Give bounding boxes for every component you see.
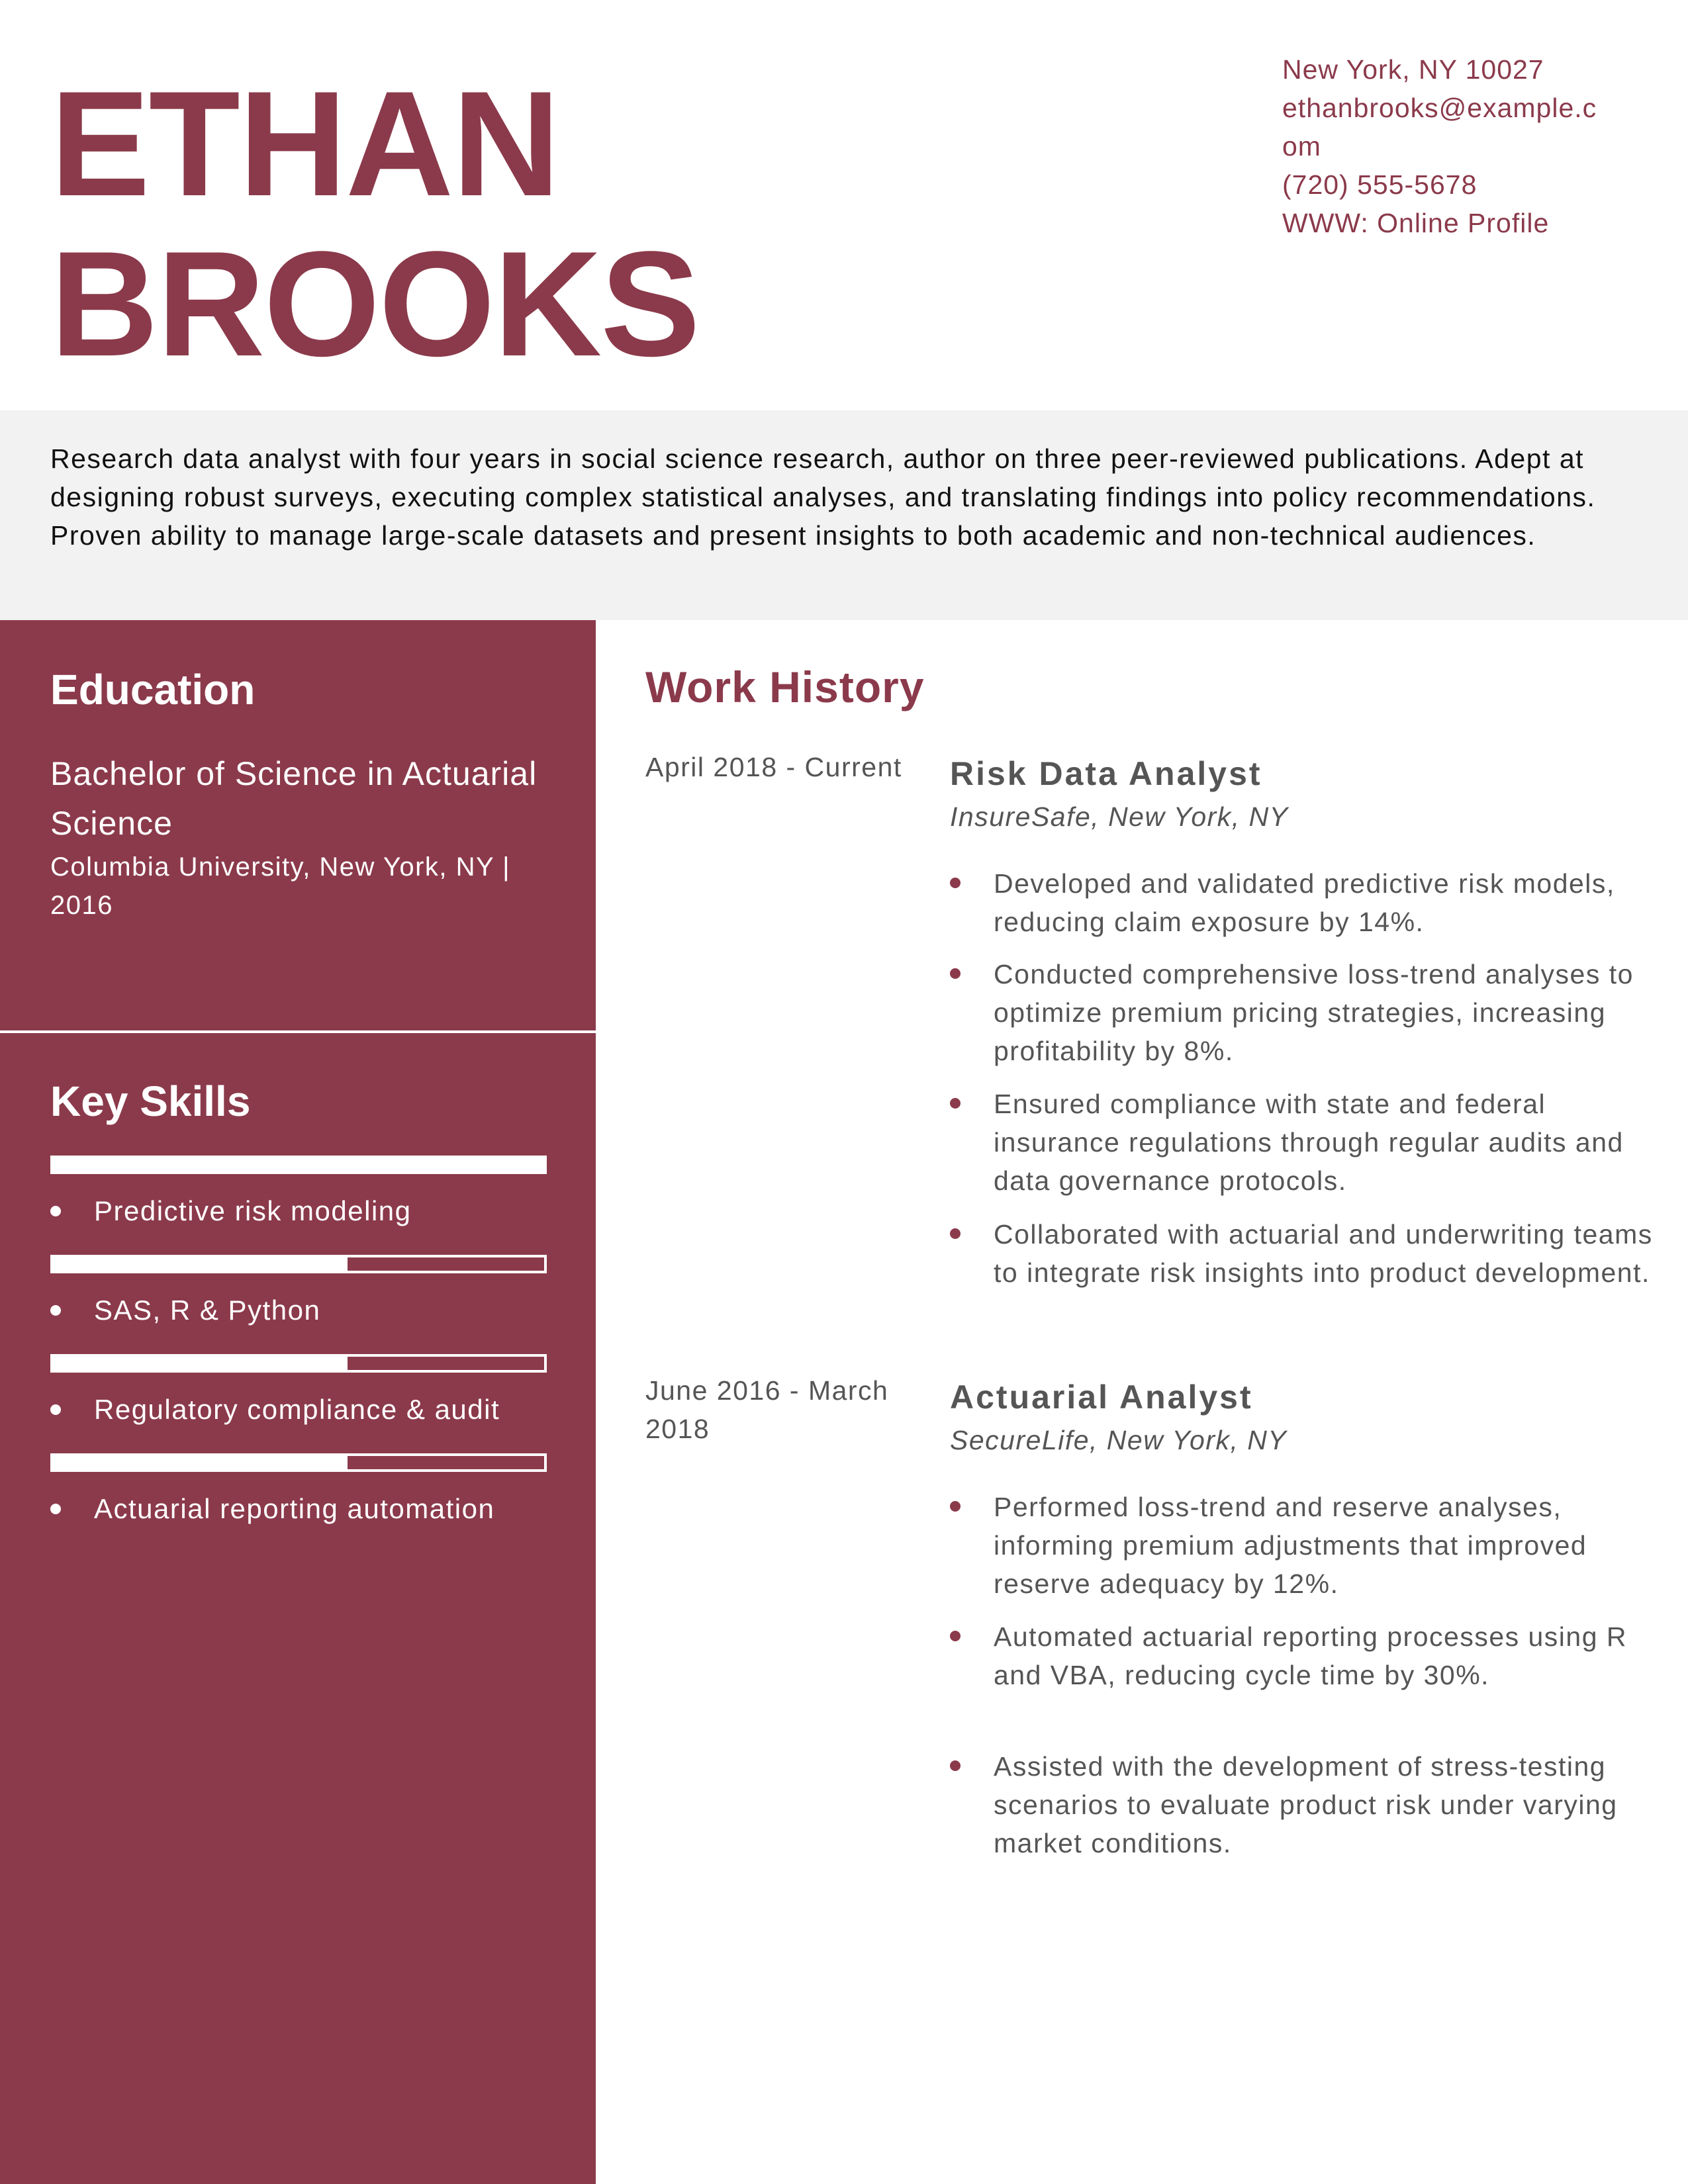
bullet-text: Performed loss-trend and reserve analyses, informing premium adjustments that improved reserve adequacy by 12%. (994, 1492, 1587, 1599)
bullet-dot-icon (950, 1501, 961, 1512)
skill-label: SAS, R & Python (94, 1295, 321, 1326)
skill-level-fill (53, 1456, 348, 1469)
job-date: April 2018 - Current (645, 752, 902, 782)
skill-level-fill (53, 1357, 348, 1370)
skill-level-bar (50, 1156, 547, 1174)
section-divider (0, 1030, 596, 1033)
job-title: Actuarial Analyst (950, 1379, 1253, 1416)
bullet-text: Automated actuarial reporting processes using R and VBA, reducing cycle time by 30%. (994, 1621, 1628, 1690)
job-date: June 2016 - March 2018 (645, 1375, 889, 1444)
first-name: ETHAN (50, 60, 559, 227)
summary-text: Research data analyst with four years in social science research, author on three peer-reviewed publications. Adept at designing robust surveys, executing complex statistical analyses, and translating findings into policy recommendations. Proven ability to manage large-scale datasets and present insights to both academic and non-technical audiences. (50, 443, 1596, 551)
education-degree: Bachelor of Science in Actuarial Science (50, 755, 538, 842)
skill-level-bar (50, 1453, 547, 1472)
skill-label: Regulatory compliance & audit (94, 1394, 500, 1425)
skill-level-bar (50, 1255, 547, 1273)
bullet-dot-icon (950, 1760, 961, 1771)
skill-label: Predictive risk modeling (94, 1195, 412, 1226)
contact-phone: (720) 555-5678 (1282, 169, 1477, 200)
skills-heading: Key Skills (50, 1077, 251, 1125)
bullet-text: Conducted comprehensive loss-trend analyses to optimize premium pricing strategies, increasing profitability by 8%. (994, 959, 1634, 1066)
bullet-dot-icon (950, 1631, 961, 1641)
last-name: BROOKS (50, 220, 699, 387)
work-history-heading: Work History (645, 662, 925, 711)
skill-level-fill (53, 1158, 544, 1171)
bullet-dot-icon (950, 1098, 961, 1109)
contact-email-line1[interactable]: ethanbrooks@example.c (1282, 93, 1597, 123)
bullet-dot-icon (50, 1305, 61, 1316)
bullet-dot-icon (50, 1404, 61, 1415)
skill-level-bar (50, 1354, 547, 1373)
bullet-dot-icon (950, 878, 961, 888)
bullet-dot-icon (950, 1228, 961, 1239)
contact-website-link[interactable]: WWW: Online Profile (1282, 208, 1550, 238)
contact-email-line2[interactable]: om (1282, 131, 1321, 161)
education-school: Columbia University, New York, NY | 2016 (50, 852, 510, 920)
bullet-text: Developed and validated predictive risk models, reducing claim exposure by 14%. (994, 868, 1615, 937)
bullet-text: Ensured compliance with state and federal insurance regulations through regular audits and data governance protocols. (994, 1089, 1624, 1196)
education-heading: Education (50, 666, 256, 713)
bullet-dot-icon (50, 1504, 61, 1514)
contact-location: New York, NY 10027 (1282, 54, 1544, 85)
contact-email[interactable] (1282, 89, 1640, 165)
skill-label: Actuarial reporting automation (94, 1493, 495, 1524)
bullet-text: Assisted with the development of stress-testing scenarios to evaluate product risk under varying market conditions. (994, 1751, 1618, 1858)
bullet-text: Collaborated with actuarial and underwriting teams to integrate risk insights into product development. (994, 1219, 1653, 1288)
skill-level-fill (53, 1257, 348, 1271)
job-title: Risk Data Analyst (950, 755, 1262, 792)
bullet-dot-icon (50, 1206, 61, 1216)
job-company: InsureSafe, New York, NY (950, 801, 1289, 832)
bullet-dot-icon (950, 968, 961, 979)
job-company: SecureLife, New York, NY (950, 1425, 1288, 1455)
contact-block (1282, 50, 1640, 242)
